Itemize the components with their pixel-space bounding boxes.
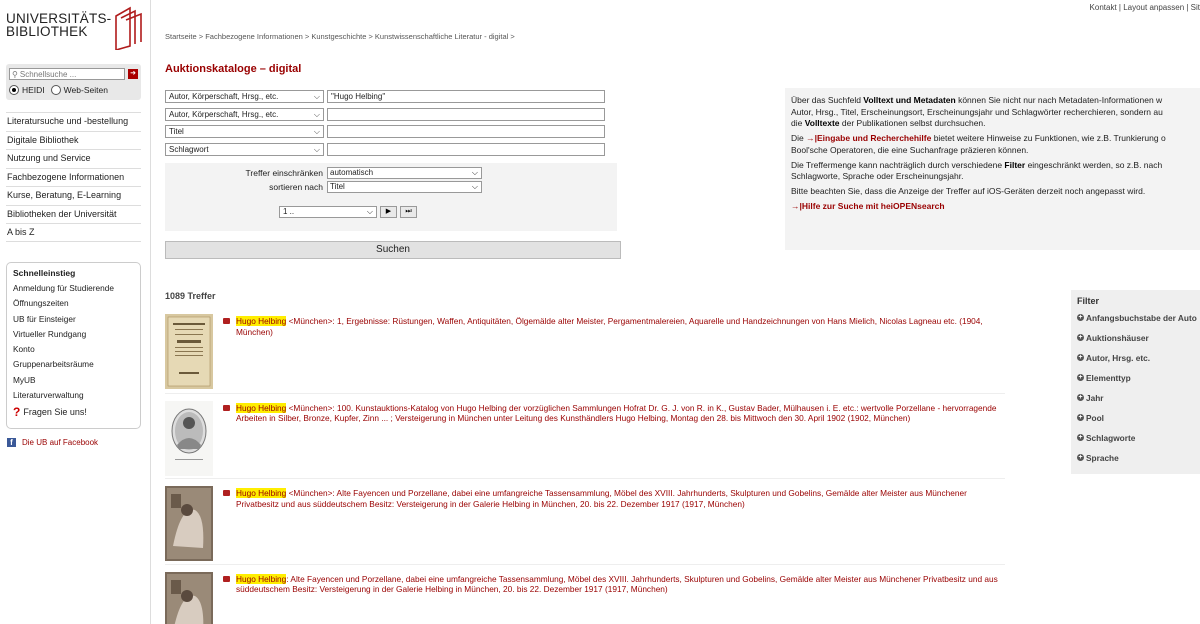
logo-text: [6, 12, 111, 38]
expand-plus-icon: +: [1078, 314, 1083, 321]
search-input-4[interactable]: [327, 143, 605, 156]
filter-item[interactable]: [1077, 313, 1200, 333]
filter-item[interactable]: [1077, 453, 1200, 473]
info-fragment: Bool'sche Operatoren, die eine Suchanfrage präzieren können.: [791, 144, 1029, 155]
expand-plus-icon: +: [1078, 414, 1083, 421]
expand-plus-icon: +: [1078, 334, 1083, 341]
nav-item-fachbezogene[interactable]: Fachbezogene Informationen: [6, 168, 141, 187]
expand-plus-icon: +: [1078, 354, 1083, 361]
quicksearch-box: [6, 64, 141, 100]
result-description: : Alte Fayencen und Porzellane, dabei eine umfangreiche Tassensammlung, Möbel des XVIII. Jahrhunderts, Skulpturen und Gobelins, Gemälde alter Meister aus Münchener Privatbesitz und aus süddeutschem Besitz: Versteigerung in der Galerie Helbing in München, 20. bis 22. Dezember 1917 (1917, München): [236, 573, 998, 594]
catalog-cover-thumbnail[interactable]: [165, 572, 213, 624]
pager: [279, 206, 417, 218]
main-nav: [6, 112, 141, 242]
chevron-down-icon: ⌵: [313, 92, 320, 102]
filter-item[interactable]: [1077, 433, 1200, 453]
ask-us-link[interactable]: [13, 405, 134, 419]
chevron-down-icon: ⌵: [313, 127, 320, 137]
info-text-3: [791, 160, 1199, 183]
next-page-button[interactable]: [380, 206, 397, 218]
highlight-term: Hugo Helbing: [236, 316, 287, 326]
nav-item-nutzung[interactable]: Nutzung und Service: [6, 149, 141, 168]
info-box: [785, 88, 1200, 250]
result-item: [165, 478, 1005, 564]
field-select-value: Autor, Körperschaft, Hrsg., etc.: [169, 92, 279, 102]
filter-item[interactable]: [1077, 373, 1200, 393]
page-value: 1 ..: [283, 207, 295, 216]
logo-mark-icon: [114, 6, 144, 50]
arrow-link-icon: →|: [806, 133, 818, 144]
field-select-value: Autor, Körperschaft, Hrsg., etc.: [169, 109, 279, 119]
result-text[interactable]: [236, 316, 1006, 337]
highlight-term: Hugo Helbing: [236, 573, 287, 584]
logo-line1: UNIVERSITÄTS-: [6, 11, 112, 26]
result-text[interactable]: [236, 403, 1006, 424]
info-bold: Volltexte: [804, 118, 840, 129]
nav-item-kurse[interactable]: Kurse, Beratung, E-Learning: [6, 186, 141, 205]
top-links[interactable]: Kontakt | Layout anpassen | Sit: [1089, 3, 1200, 12]
filter-label: Anfangsbuchstabe der Auto: [1086, 313, 1197, 323]
search-form: [165, 88, 605, 158]
library-logo[interactable]: [6, 12, 146, 52]
filter-item[interactable]: [1077, 413, 1200, 433]
search-options: [165, 163, 617, 231]
quicklink[interactable]: Literaturverwaltung: [13, 390, 84, 401]
expand-plus-icon: +: [1078, 374, 1083, 381]
radio-webseiten[interactable]: [51, 85, 61, 95]
quicksearch-input[interactable]: [9, 68, 125, 80]
question-icon: ?: [13, 405, 21, 420]
filter-label: Elementtyp: [1086, 373, 1131, 383]
search-input-2[interactable]: [327, 108, 605, 121]
sort-value: Titel: [330, 182, 345, 191]
quicksearch-submit-icon[interactable]: ➜: [130, 70, 137, 77]
info-text-4: Bitte beachten Sie, dass die Anzeige der Treffer auf iOS-Geräten derzeit noch angepasst wird.: [791, 185, 1146, 196]
info-text-2: [791, 133, 1199, 156]
result-item: [165, 307, 1005, 393]
search-input-1[interactable]: "Hugo Helbing": [327, 90, 605, 103]
page-select[interactable]: [279, 206, 377, 218]
field-select-value: Schlagwort: [169, 144, 209, 154]
info-fragment: der Publikationen selbst durchsuchen.: [839, 118, 986, 129]
field-select-4[interactable]: [165, 143, 324, 156]
last-page-button[interactable]: [400, 206, 417, 218]
highlight-term: Hugo Helbing: [236, 488, 287, 498]
book-icon: [223, 405, 230, 411]
schnelleinstieg-title: Schnelleinstieg: [13, 268, 76, 278]
nav-item-literatursuche[interactable]: Literatursuche und -bestellung: [6, 112, 141, 131]
sort-select[interactable]: [327, 181, 482, 193]
book-icon: [223, 576, 230, 582]
quicklink[interactable]: Gruppenarbeitsräume: [13, 359, 94, 370]
page-title: Auktionskataloge – digital: [165, 63, 302, 75]
chevron-down-icon: ⌵: [313, 144, 320, 154]
field-select-2[interactable]: [165, 108, 324, 121]
quicklink[interactable]: Öffnungszeiten: [13, 298, 69, 309]
recherchehilfe-label: Eingabe und Recherchehilfe: [817, 133, 932, 144]
filter-item[interactable]: [1077, 393, 1200, 413]
nav-item-digitale-bibliothek[interactable]: Digitale Bibliothek: [6, 131, 141, 150]
result-text[interactable]: [236, 488, 1006, 509]
quicklink[interactable]: MyUB: [13, 374, 36, 385]
radio-webseiten-label: Web-Seiten: [63, 85, 108, 95]
info-fragment: Die: [791, 133, 807, 144]
result-count: 1089 Treffer: [165, 291, 216, 301]
info-fragment: bietet weitere Hinweise zu Funktionen, wie z.B. Trunkierung o: [931, 133, 1166, 144]
filter-item[interactable]: [1077, 333, 1200, 353]
help-label: Hilfe zur Suche mit heiOPENsearch: [801, 200, 945, 211]
chevron-down-icon: ⌵: [471, 168, 478, 177]
catalog-cover-thumbnail[interactable]: [165, 401, 213, 476]
chevron-down-icon: ⌵: [366, 207, 373, 216]
info-text-1: [791, 95, 1199, 130]
limit-value: automatisch: [330, 168, 374, 177]
result-description: <München>: 100. Kunstauktions-Katalog von Hugo Helbing der vorzüglichen Sammlungen Hofrat Dr. G. J. von R. in K., Gustav Bader, Mülhausen i. E. etc.: wertvolle Porzellane - hervorragende Arbeiten in Silber, Bronze, Kupfer, Zinn ... ; Versteigerung in München unter Leitung des Kunsthändlers Hugo Helbing, Montag den 28. bis Mittwoch den 30. April 1902 (1902, München): [236, 402, 997, 423]
field-select-3[interactable]: [165, 125, 324, 138]
radio-heidi[interactable]: [9, 85, 19, 95]
quicklink[interactable]: Virtueller Rundgang: [13, 328, 87, 339]
radio-heidi-label: HEIDI: [22, 85, 45, 95]
sort-label: sortieren nach: [269, 182, 323, 192]
info-bold: Filter: [1004, 159, 1026, 170]
chevron-down-icon: ⌵: [471, 182, 478, 191]
filter-title: Filter: [1077, 296, 1100, 306]
catalog-cover-thumbnail[interactable]: [165, 314, 213, 389]
search-icon: ⚲: [12, 69, 18, 79]
book-icon: [223, 490, 230, 496]
help-link[interactable]: [791, 201, 945, 211]
filter-label: Sprache: [1086, 453, 1119, 463]
search-button[interactable]: Suchen: [165, 241, 621, 259]
recherchehilfe-link[interactable]: [806, 133, 931, 143]
result-item: [165, 393, 1005, 479]
search-input-3[interactable]: [327, 125, 605, 138]
nav-item-a-bis-z[interactable]: A bis Z: [6, 223, 141, 242]
facebook-icon: f: [7, 438, 16, 447]
info-fragment: Über das Suchfeld: [791, 95, 864, 105]
result-description: <München>: Alte Fayencen und Porzellane, dabei eine umfangreiche Tassensammlung, Möbel des XVIII. Jahrhunderts, Skulpturen und Gobelins, Gemälde alter Meister aus Münchener Privatbesitz und aus süddeutschem Besitz: Versteigerung in der Galerie Helbing in München, 20. bis 22. Dezember 1917 (1917, München): [236, 488, 967, 509]
facebook-label: Die UB auf Facebook: [22, 438, 99, 447]
nav-item-bibliotheken[interactable]: Bibliotheken der Universität: [6, 205, 141, 224]
result-text[interactable]: [236, 574, 1006, 595]
result-description: <München>: 1, Ergebnisse: Rüstungen, Waffen, Antiquitäten, Ölgemälde alter Meister, Pergamentmalereien, Aquarelle und Handzeichnungen von Hans Mielich, Nicolas Lagneau etc. (1904, München): [236, 316, 983, 337]
filter-label: Pool: [1086, 413, 1104, 423]
quicksearch-placeholder: Schnellsuche ...: [19, 69, 77, 79]
filter-label: Jahr: [1086, 393, 1104, 403]
info-fragment: Autor, Hrsg., Titel, Erscheinungsort, Erscheinungsjahr und Schlagwörter recherchieren, sondern au: [791, 106, 1163, 117]
info-fragment: können Sie nicht nur nach Metadaten-Informationen w: [955, 95, 1163, 105]
left-column: [0, 0, 151, 624]
highlight-term: Hugo Helbing: [236, 402, 287, 413]
quicklink[interactable]: Konto: [13, 344, 35, 355]
filter-panel: [1071, 290, 1200, 474]
facebook-link[interactable]: [7, 438, 98, 447]
book-icon: [223, 318, 230, 324]
schnelleinstieg-box: [6, 262, 141, 429]
catalog-cover-thumbnail[interactable]: [165, 486, 213, 561]
play-icon: ▶: [385, 208, 392, 215]
expand-plus-icon: +: [1078, 434, 1083, 441]
expand-plus-icon: +: [1078, 454, 1083, 461]
field-select-value: Titel: [169, 127, 184, 137]
arrow-link-icon: →|: [791, 200, 802, 211]
info-fragment: eingeschränkt werden, so z.B. nach: [1025, 159, 1163, 170]
info-bold: Volltext und Metadaten: [863, 95, 956, 105]
limit-select[interactable]: [327, 167, 482, 179]
ask-us-label: Fragen Sie uns!: [23, 407, 87, 418]
filter-label: Autor, Hrsg. etc.: [1086, 353, 1151, 363]
info-fragment: Die Treffermenge kann nachträglich durch verschiedene: [791, 159, 1005, 170]
quicklink[interactable]: Anmeldung für Studierende: [13, 283, 115, 293]
result-item: [165, 564, 1005, 624]
chevron-down-icon: ⌵: [313, 109, 320, 119]
field-select-1[interactable]: [165, 90, 324, 103]
logo-line2: BIBLIOTHEK: [6, 24, 88, 39]
filter-item[interactable]: [1077, 353, 1200, 373]
filter-label: Auktionshäuser: [1086, 333, 1149, 343]
expand-plus-icon: +: [1078, 394, 1083, 401]
filter-label: Schlagworte: [1086, 433, 1136, 443]
breadcrumb[interactable]: Startseite > Fachbezogene Informationen > Kunstgeschichte > Kunstwissenschaftliche Literatur - digital >: [165, 32, 515, 41]
info-fragment: die: [791, 118, 805, 129]
results-list: [165, 307, 1005, 624]
limit-label: Treffer einschränken: [245, 168, 323, 178]
quicklink[interactable]: UB für Einsteiger: [13, 313, 76, 324]
info-fragment: Schlagworte, Sprache oder Erscheinungsjahr.: [791, 171, 964, 182]
fast-forward-icon: ⏭: [405, 208, 412, 215]
